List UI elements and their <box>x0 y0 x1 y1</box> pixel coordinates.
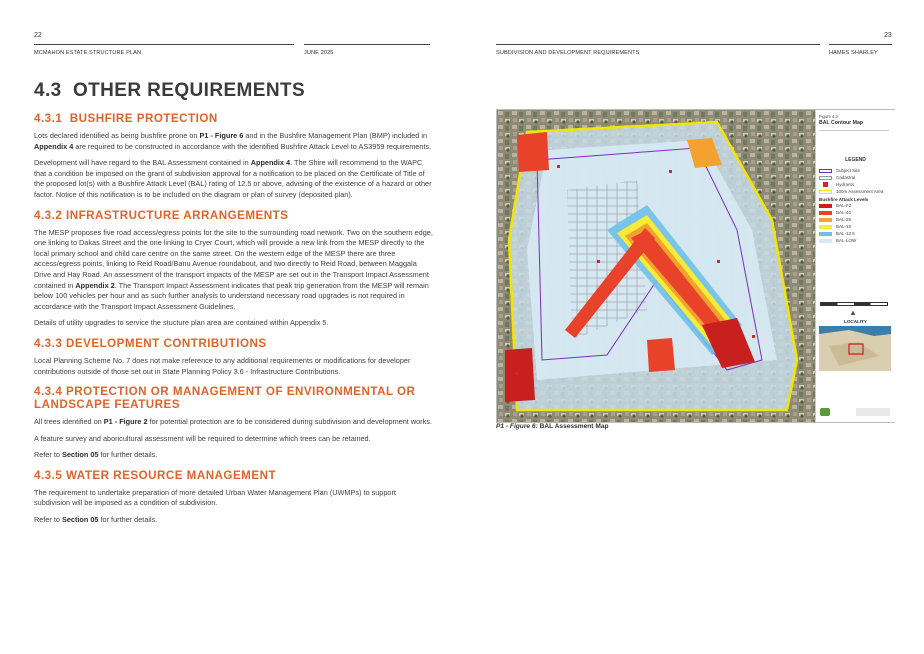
legend-items <box>819 167 883 244</box>
water-paragraph-1: The requirement to undertake preparation of more detailed Urban Water Management Plan (UWMPs) to support subdivision will be imposed as a condition of subdivision. <box>34 487 396 508</box>
right-page-title: SUBDIVISION AND DEVELOPMENT REQUIREMENTS <box>496 50 640 56</box>
yellow-outline-swatch-icon <box>819 190 832 195</box>
bal-level-label: BAL-FZ <box>836 203 852 208</box>
contributions-paragraph: Local Planning Scheme No. 7 does not make reference to any additional requirements or modifications for developer contributions outside of those set out in State Planning Policy 3.6 - Infrastructure Contributions. <box>34 355 411 376</box>
consultant-logo-icon <box>820 408 830 416</box>
section-heading <box>34 80 305 102</box>
heading-4-3-2: 4.3.2 INFRASTRUCTURE ARRANGEMENTS <box>34 208 289 222</box>
author-name: HAMES SHARLEY <box>829 50 878 56</box>
bal-swatch-icon <box>819 232 832 237</box>
bal-map-figure <box>496 109 895 423</box>
header-rule-left <box>34 44 294 45</box>
environment-paragraph-3: Refer to Section 05 for further details. <box>34 450 158 460</box>
heading-4-3-5: 4.3.5 WATER RESOURCE MANAGEMENT <box>34 468 277 482</box>
bal-level-item <box>819 202 883 209</box>
hydrant-icon <box>823 182 828 187</box>
section-number: 4.3 <box>34 80 62 101</box>
locality-inset-map <box>819 326 891 371</box>
right-page-number: 23 <box>884 32 892 39</box>
bal-level-label: BAL-LOW <box>836 238 857 243</box>
bold-reference: P1 - Figure 2 <box>103 417 148 427</box>
bal-swatch-icon <box>819 239 832 244</box>
infrastructure-paragraph-1: The MESP proposes five road access/egress points for the site to the surrounding road network. Two on the southern edge, one linking to Dakas Street and the one linking to Cryer Court, which will provide a new link from the MESP directly to the local primary school and child care centre on the same street. On the western edge of the MESP there are three access/egress points, linking to Reid Road/Banu Avenue roundabout, and two directly to Reid Road, between Maggala Drive and Hay Road. An assessment of the transport impacts of the MESP are set out in the Transport Impact Assessment contained in Appendix 2. The Transport Impact Assessment indicates that peak trip generation from the MESP will remain below 100 vehicles per hour and as such further analysis to understand necessary road upgrades is not required in accordance with the Transport Impact Assessment Guidelines. <box>34 227 433 311</box>
bushfire-paragraph-2: Development will have regard to the BAL Assessment contained in Appendix 4. The Shire will recommend to the WAPC that a condition be imposed on the grant of subdivision approval for a notification to be placed on the Certificate of Title of the proposed lot(s) with a Bushfire Attack Level (BAL) rating of 12.5 or above, advising of the existence of a hazard or other factor. Notice of this notification is to be included on the diagram or plan of survey (deposited plan). <box>34 158 432 199</box>
bal-level-item <box>819 237 883 244</box>
scale-bar <box>820 302 888 306</box>
map-legend-panel <box>815 110 895 422</box>
figure-caption-ref: P1 - Figure 6: <box>496 423 538 430</box>
bold-reference: P1 - Figure 6 <box>199 131 244 140</box>
bal-map-image <box>497 110 815 422</box>
figure-caption-text: BAL Assessment Map <box>539 423 609 430</box>
header-rule-right <box>496 44 820 45</box>
bal-level-label: BAL-12.5 <box>836 231 855 236</box>
document-title: MCMAHON ESTATE STRUCTURE PLAN <box>34 50 142 56</box>
purple-outline-swatch-icon <box>819 169 832 174</box>
section-title: OTHER REQUIREMENTS <box>72 80 306 101</box>
bold-reference: Appendix 2 <box>75 280 115 290</box>
legend-item-subject-site: Subject Site <box>819 167 883 174</box>
left-page-number: 22 <box>34 32 42 39</box>
legend-item-cadastral: Cadastral <box>819 174 883 181</box>
bold-reference: Appendix 4 <box>250 158 291 168</box>
client-logo-icon <box>856 408 890 416</box>
bal-level-label: BAL-40 <box>836 210 852 215</box>
bushfire-paragraph-1: Lots declared identified as being bushfire prone on P1 - Figure 6 and in the Bushfire Management Plan (BMP) included in Appendix 4 are required to be constructed in accordance with the identified Bushfire Attack Level to AS3959 requirements. <box>34 131 432 151</box>
map-title: BAL Contour Map <box>819 120 863 126</box>
infrastructure-paragraph-2: Details of utility upgrades to service the stucture plan area are contained within Appendix 5. <box>34 318 329 328</box>
bal-level-item <box>819 209 883 216</box>
bold-reference: Appendix 4 <box>34 141 74 151</box>
bal-levels-title: Bushfire Attack Levels <box>819 197 869 202</box>
bal-swatch-icon <box>819 211 832 216</box>
map-figure-label: Figure 4.2 <box>819 114 838 119</box>
bal-level-item <box>819 223 883 230</box>
bal-level-label: BAL-29 <box>836 217 852 222</box>
north-arrow-icon: ▲ <box>849 308 857 317</box>
header-rule-left-date <box>304 44 430 45</box>
bal-swatch-icon <box>819 225 832 230</box>
bal-level-label: BAL-19 <box>836 224 852 229</box>
figure-caption <box>496 423 609 430</box>
bal-swatch-icon <box>819 218 832 223</box>
heading-4-3-4: 4.3.4 PROTECTION OR MANAGEMENT OF ENVIRONMENTAL OR LANDSCAPE FEATURES <box>34 385 416 412</box>
bal-level-item <box>819 216 883 223</box>
bold-reference: Section 05 <box>61 515 99 525</box>
environment-paragraph-1: All trees identified on P1 - Figure 2 for potential protection are to be considered during subdivision and development works. <box>34 417 432 427</box>
legend-title: LEGEND <box>845 157 866 163</box>
bal-levels-list <box>819 202 883 244</box>
document-date: JUNE 2025 <box>304 50 334 56</box>
bal-swatch-icon <box>819 204 832 209</box>
bal-level-item <box>819 230 883 237</box>
header-rule-right-author <box>829 44 892 45</box>
bold-reference: Section 05 <box>61 450 99 460</box>
heading-4-3-1: 4.3.1 BUSHFIRE PROTECTION <box>34 112 218 125</box>
heading-4-3-3: 4.3.3 DEVELOPMENT CONTRIBUTIONS <box>34 336 267 350</box>
environment-paragraph-2: A feature survey and aboricultural assessment will be required to determine which trees can be retained. <box>34 433 371 443</box>
grey-outline-swatch-icon <box>819 176 832 181</box>
locality-label: LOCALITY <box>844 319 867 324</box>
legend-title-rule <box>819 130 889 131</box>
water-paragraph-2: Refer to Section 05 for further details. <box>34 515 158 525</box>
legend-item-assessment-area: 100m Assessment Area <box>819 188 883 195</box>
legend-item-hydrants: Hydrants <box>819 181 883 188</box>
